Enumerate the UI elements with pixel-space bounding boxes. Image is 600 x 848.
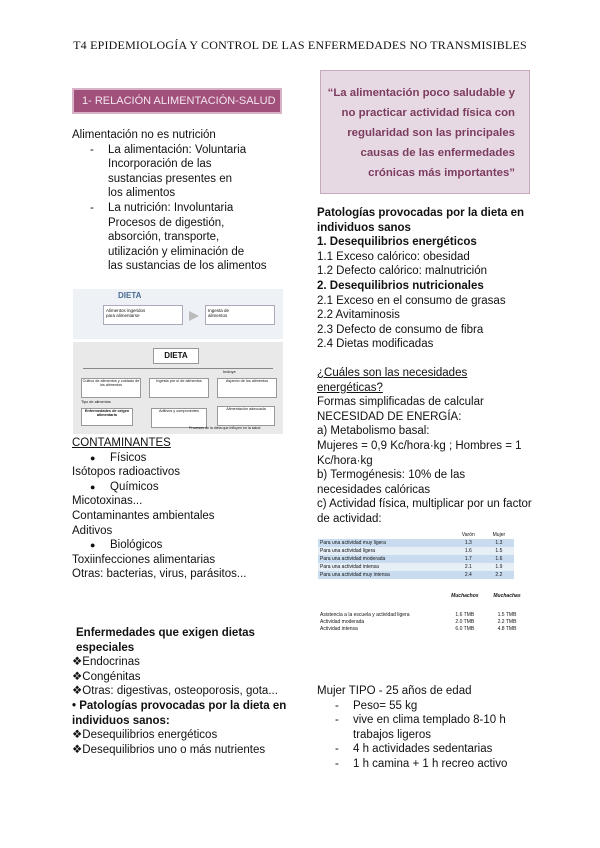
contaminantes-block — [72, 436, 302, 582]
mujer-block — [317, 684, 532, 772]
table-cell: 1.5 TMB — [497, 611, 517, 618]
intro-block — [72, 128, 302, 274]
diet-diagram — [73, 342, 283, 434]
diagram-box: Alimentos ingeridos para alimentarse — [103, 305, 183, 325]
list-item: Otras: bacterias, virus, parásitos... — [72, 568, 247, 581]
list-item — [317, 699, 532, 714]
mujer-heading: Mujer TIPO - 25 años de edad — [317, 685, 472, 697]
text-line: b) Termogénesis: 10% de las necesidades calóricas — [317, 469, 466, 496]
table-cell: Para una actividad ligera — [320, 548, 376, 554]
diagram-node: Alimentación adecuada — [217, 406, 275, 426]
list-item: ❖Desequilibrios uno o más nutrientes — [72, 743, 266, 756]
dash: - — [335, 743, 339, 756]
list-item: ● Biológicos — [72, 538, 302, 553]
enfermedades-heading: Enfermedades que exigen dietas especiales — [76, 627, 255, 654]
dash: - — [90, 143, 94, 156]
intro-line: Alimentación no es nutrición — [72, 129, 216, 141]
intro-line: absorción, transporte, — [108, 231, 220, 244]
table-header: Varón — [461, 532, 475, 538]
table-header: Muchachos — [451, 592, 479, 599]
page-title: T4 EPIDEMIOLOGÍA Y CONTROL DE LAS ENFERMEDADES NO TRANSMISIBLES — [73, 38, 527, 52]
diagram-node: Tipo de alimentos — [81, 400, 111, 404]
intro-line: La nutrición: Involuntaria — [108, 201, 234, 214]
table-cell: 2.2 TMB — [497, 618, 517, 625]
list-item: 1.1 Exceso calórico: obesidad — [317, 250, 470, 263]
activity-table — [318, 531, 514, 579]
text-line: Mujeres = 0,9 Kc/hora·kg ; Hombres = 1 Kc/hora·kg — [317, 439, 522, 467]
diet-diagram-small — [73, 289, 283, 339]
text-line: Formas simplificadas de calcular — [317, 396, 484, 409]
list-item: Toxiinfecciones alimentarias — [72, 553, 216, 566]
intro-line: Procesos de digestión, — [108, 216, 225, 229]
subheading: 2. Desequilibrios nutricionales — [317, 279, 484, 292]
intro-line: los alimentos — [108, 187, 176, 200]
list-item: ❖Otras: digestivas, osteoporosis, gota... — [72, 685, 278, 698]
list-line: Peso= 55 kg — [353, 699, 418, 712]
list-item: ● Físicos — [72, 451, 302, 466]
table-header: Muchachas — [493, 592, 521, 599]
table-cell: 4.8 TMB — [497, 625, 517, 632]
diagram-box: Ingesta de alimentos — [205, 305, 275, 325]
text-line: a) Metabolismo basal: — [317, 425, 430, 438]
intro-line: sustancias presentes en — [108, 172, 233, 185]
table-cell: 1.6 — [464, 548, 472, 554]
table-cell: 1.3 — [495, 540, 503, 546]
patologias-heading: • Patologías provocadas por la dieta en individuos sanos: — [72, 699, 287, 727]
list-item: Isótopos radioactivos — [72, 466, 181, 479]
table-header: Mujer — [492, 532, 506, 538]
list-item: ❖Congénitas — [72, 670, 141, 683]
list-item: ● Químicos — [72, 480, 302, 495]
diagram-node: Aditivos y componentes — [151, 408, 207, 428]
table-cell: Actividad intensa — [320, 625, 358, 632]
table-cell: 2.4 — [464, 572, 472, 578]
diagram-root: DIETA — [153, 348, 199, 364]
diagram-caption: Procesos de la dieta que influyen en la salud — [189, 426, 261, 430]
text-line: c) Actividad física, multiplicar por un factor de actividad: — [317, 498, 532, 525]
list-item: ❖Desequilibrios energéticos — [72, 729, 218, 742]
table-cell: Para una actividad muy ligera — [320, 540, 386, 546]
intro-line: utilización y eliminación de — [108, 245, 245, 258]
list-item: Micotoxinas... — [72, 495, 143, 508]
diagram-title: DIETA — [118, 291, 142, 300]
table-cell: 1.6 — [495, 556, 503, 562]
diagram-node: Aspecto de los alimentos — [217, 378, 277, 398]
table-cell: 1.7 — [464, 556, 472, 562]
table-cell: 2.2 — [495, 572, 503, 578]
list-item — [317, 742, 532, 757]
necesidades-block — [317, 366, 532, 527]
table-cell: Actividad moderada — [320, 618, 365, 625]
list-item — [317, 713, 532, 742]
diagram-node: Cultivo de alimentos y cuidado de los alimentos — [81, 378, 141, 398]
list-item — [317, 757, 532, 772]
diagram-node: Ingesta por sí de alimentos — [149, 378, 209, 398]
necesidades-question: ¿Cuáles son las necesidades energéticas? — [317, 367, 468, 394]
dash: - — [90, 201, 94, 214]
table-cell: Para una actividad moderada — [320, 556, 386, 562]
table-cell: 1.9 — [495, 564, 503, 570]
intro-line: La alimentación: Voluntaria — [108, 143, 247, 156]
list-item: ❖Endocrinas — [72, 656, 140, 669]
list-item: 2.1 Exceso en el consumo de grasas — [317, 294, 506, 307]
table-cell: 2.0 TMB — [455, 618, 475, 625]
arrow-icon — [189, 311, 199, 321]
list-line: 1 h camina + 1 h recreo activo — [353, 757, 508, 770]
table-cell: 1.6 TMB — [455, 611, 475, 618]
contaminantes-heading: CONTAMINANTES — [72, 437, 171, 449]
intro-line: Incorporación de las — [108, 158, 212, 171]
intro-item-2 — [72, 201, 302, 274]
list-item: 1.2 Defecto calórico: malnutrición — [317, 265, 488, 278]
dash: - — [335, 714, 339, 727]
table-cell: Para una actividad muy intensa — [320, 572, 390, 578]
section-heading: 1- RELACIÓN ALIMENTACIÓN-SALUD — [72, 88, 282, 114]
intro-item-1 — [72, 143, 302, 201]
list-item: Contaminantes ambientales — [72, 509, 215, 522]
table-cell: Para una actividad intensa — [320, 564, 379, 570]
table-cell: 6.0 TMB — [455, 625, 475, 632]
table-cell: Asistencia a la escuela y actividad ligera — [320, 611, 410, 618]
quote-box: “La alimentación poco saludable y no practicar actividad física con regularidad son las principales causas de las enfermedades crónicas más importantes” — [320, 70, 530, 194]
subheading: 1. Desequilibrios energéticos — [317, 236, 477, 249]
diagram-node: Enfermedades de origen alimentario — [81, 408, 133, 426]
table-cell: 1.5 — [495, 548, 503, 554]
enfermedades-block — [72, 626, 304, 757]
dash: - — [335, 699, 339, 712]
diagram-connector — [83, 368, 273, 369]
table-header — [318, 592, 444, 599]
tmb-table — [318, 592, 528, 632]
diagram-level: Incluye — [223, 369, 236, 374]
list-item: 2.4 Dietas modificadas — [317, 338, 434, 351]
list-item: 2.3 Defecto de consumo de fibra — [317, 323, 484, 336]
list-item: 2.2 Avitaminosis — [317, 309, 400, 322]
patologias-title: Patologías provocadas por la dieta en individuos sanos — [317, 207, 525, 234]
dash: - — [335, 757, 339, 770]
text-line: NECESIDAD DE ENERGÍA: — [317, 410, 462, 423]
patologias-block — [317, 206, 532, 352]
list-line: trabajos ligeros — [353, 728, 431, 741]
table-cell: 2.1 — [464, 564, 472, 570]
list-item: Aditivos — [72, 524, 113, 537]
list-line: vive en clima templado 8-10 h — [353, 714, 506, 727]
intro-line: las sustancias de los alimentos — [108, 260, 267, 273]
list-line: 4 h actividades sedentarias — [353, 743, 493, 756]
table-header — [318, 531, 453, 539]
table-cell: 1.3 — [464, 540, 472, 546]
